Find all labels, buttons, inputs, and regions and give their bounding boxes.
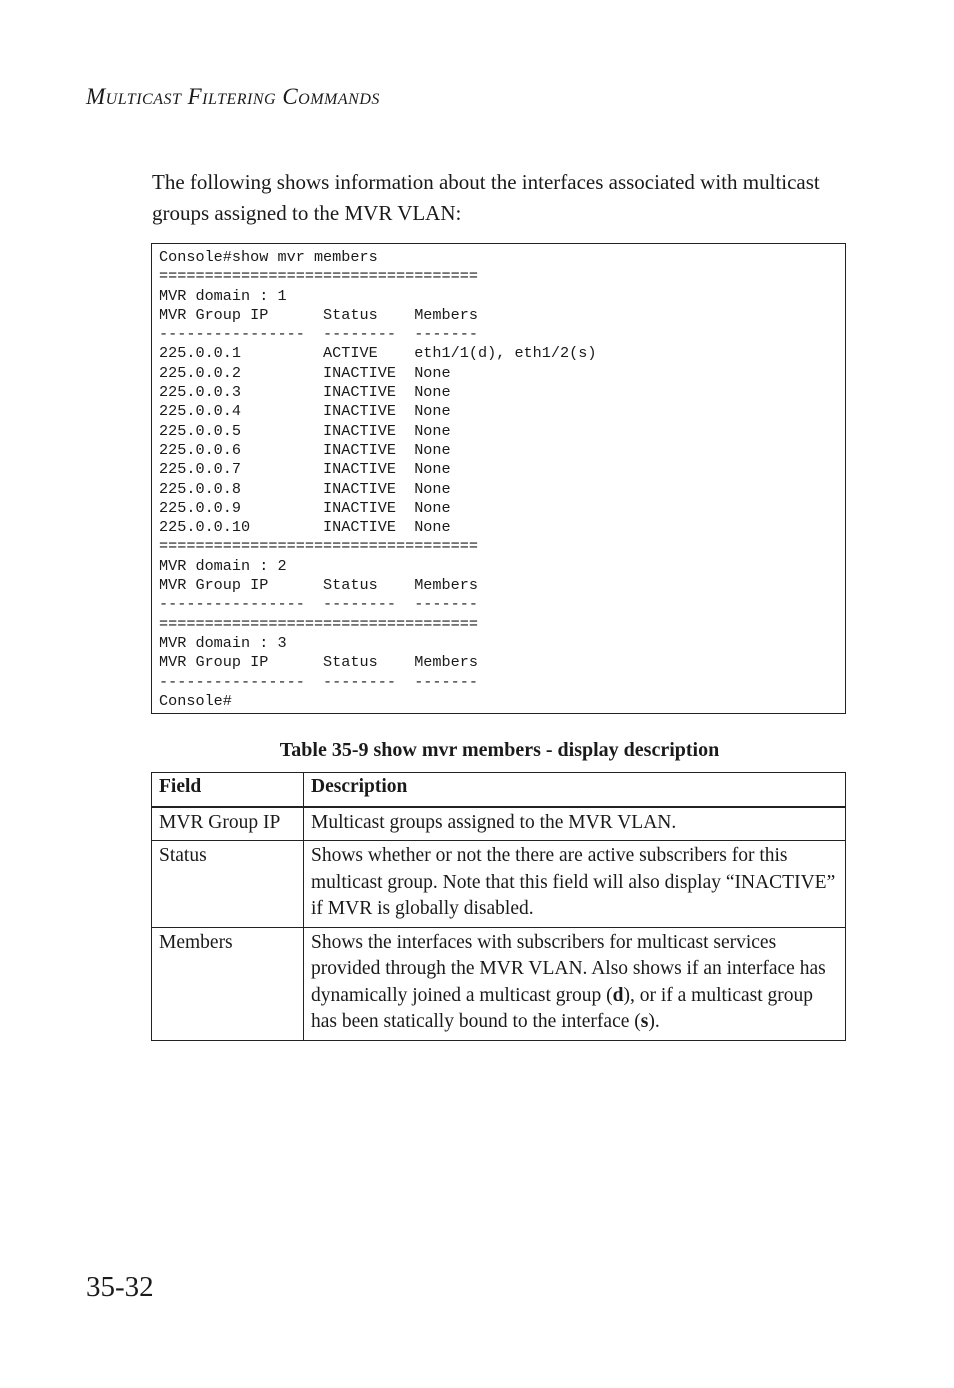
- table-caption: Table 35-9 show mvr members - display description: [279, 739, 720, 761]
- console-line: 225.0.0.4 INACTIVE None: [159, 402, 451, 421]
- description-cell: [304, 927, 846, 1040]
- console-output: [159, 248, 838, 711]
- header-description: Description: [304, 773, 846, 807]
- console-line: ===================================: [159, 537, 478, 556]
- description-text: ), or if a multicast group has been statically bound to the interface (: [311, 984, 814, 1032]
- console-line: ===================================: [159, 614, 478, 633]
- header-field: Field: [152, 773, 304, 807]
- table-row: [152, 841, 846, 928]
- console-line: MVR Group IP Status Members: [159, 305, 478, 324]
- intro-paragraph: The following shows information about the interfaces associated with multicast groups assigned to the MVR VLAN:: [152, 170, 820, 225]
- console-line: 225.0.0.10 INACTIVE None: [159, 518, 451, 537]
- page-number: 35-32: [86, 1271, 154, 1303]
- console-line: 225.0.0.9 INACTIVE None: [159, 498, 451, 517]
- console-line: 225.0.0.5 INACTIVE None: [159, 421, 451, 440]
- console-line: 225.0.0.7 INACTIVE None: [159, 460, 451, 479]
- description-cell: Shows whether or not the there are active subscribers for this multicast group. Note that this field will also display “INACTIVE” if MVR is globally disabled.: [304, 841, 846, 928]
- description-table: [151, 772, 846, 1041]
- console-output-box: [151, 243, 846, 714]
- field-cell: Status: [152, 841, 304, 928]
- console-line: Console#show mvr members: [159, 248, 378, 266]
- table-row: [152, 927, 846, 1040]
- field-cell: Members: [152, 927, 304, 1040]
- description-cell: Multicast groups assigned to the MVR VLAN.: [304, 807, 846, 841]
- table-row: [152, 807, 846, 841]
- running-header: Multicast Filtering Commands: [86, 84, 380, 109]
- console-line: 225.0.0.3 INACTIVE None: [159, 383, 451, 402]
- console-line: 225.0.0.2 INACTIVE None: [159, 363, 451, 382]
- description-text: Shows the interfaces with subscribers for multicast services provided through the MVR VLAN. Also shows if an interface has dynamically joined a multicast group (: [311, 931, 826, 1006]
- dynamic-flag: d: [612, 984, 624, 1006]
- console-line: 225.0.0.8 INACTIVE None: [159, 479, 451, 498]
- console-line: Console#: [159, 691, 232, 710]
- console-line: ---------------- -------- -------: [159, 595, 478, 614]
- console-line: MVR domain : 3: [159, 633, 287, 652]
- console-line: MVR domain : 1: [159, 286, 287, 305]
- console-line: 225.0.0.1 ACTIVE eth1/1(d), eth1/2(s): [159, 344, 597, 363]
- console-line: MVR domain : 2: [159, 556, 287, 575]
- console-line: ---------------- -------- -------: [159, 325, 478, 344]
- console-line: ---------------- -------- -------: [159, 672, 478, 691]
- static-flag: s: [640, 1011, 649, 1032]
- console-line: MVR Group IP Status Members: [159, 576, 478, 595]
- description-text: ).: [648, 1011, 660, 1032]
- console-line: MVR Group IP Status Members: [159, 653, 478, 672]
- console-line: ===================================: [159, 267, 478, 286]
- table-header-row: [152, 773, 846, 807]
- console-line: 225.0.0.6 INACTIVE None: [159, 440, 451, 459]
- field-cell: MVR Group IP: [152, 807, 304, 841]
